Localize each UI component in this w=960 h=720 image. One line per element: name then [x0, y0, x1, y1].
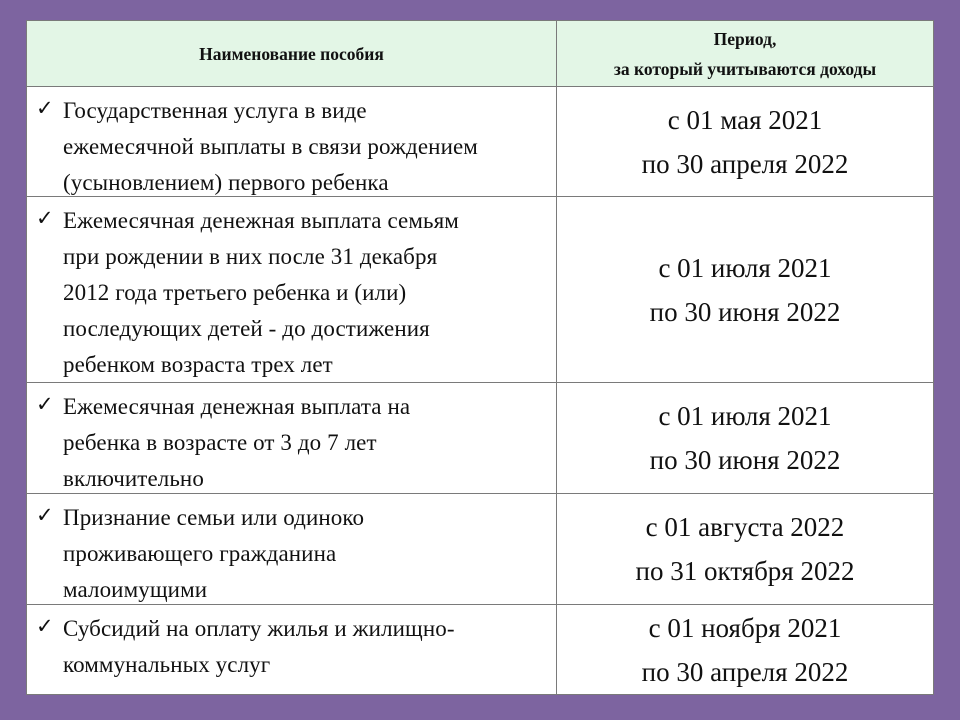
- benefit-name-text: Государственная услуга в виде ежемесячной выплаты в связи рождением (усыновлением) первого ребенка: [63, 98, 478, 195]
- table-row-4-period: [557, 494, 933, 605]
- table-row-1-name: [27, 87, 557, 197]
- header-income-period-line1: Период,: [713, 28, 777, 49]
- table-row-3-period: [557, 383, 933, 494]
- check-mark-icon: ✓: [36, 392, 54, 416]
- check-mark-icon: ✓: [36, 503, 54, 527]
- period-from: с 01 мая 2021: [667, 104, 823, 135]
- period-from: с 01 июля 2021: [658, 401, 832, 431]
- header-benefit-name: [27, 21, 557, 87]
- header-benefit-name-label: Наименование пособия: [199, 43, 384, 64]
- table-row-4-name: [27, 494, 557, 605]
- period-to: по 30 апреля 2022: [641, 148, 849, 179]
- table-row-5-name: [27, 605, 557, 694]
- period-from: с 01 июля 2021: [658, 252, 832, 283]
- period-to: по 30 июня 2022: [649, 296, 841, 327]
- benefit-name-text: Признание семьи или одиноко проживающего гражданина малоимущими: [63, 505, 365, 602]
- period-from: с 01 августа 2022: [645, 512, 845, 542]
- table-row-2-period: [557, 197, 933, 383]
- period-from: с 01 ноября 2021: [648, 613, 842, 643]
- period-to: по 31 октября 2022: [635, 556, 855, 586]
- benefit-name-text: Субсидий на оплату жилья и жилищно- коммунальных услуг: [63, 616, 455, 677]
- benefit-name-text: Ежемесячная денежная выплата на ребенка в возрасте от 3 до 7 лет включительно: [63, 394, 411, 491]
- check-mark-icon: ✓: [36, 96, 54, 120]
- table-row-3-name: [27, 383, 557, 494]
- benefit-name-text: Ежемесячная денежная выплата семьям при рождении в них после 31 декабря 2012 года третьего ребенка и (или) последующих детей - до достижения ребенком возраста трех лет: [63, 208, 459, 377]
- period-to: по 30 июня 2022: [649, 445, 841, 475]
- check-mark-icon: ✓: [36, 614, 54, 638]
- table-row-2-name: [27, 197, 557, 383]
- table-row-1-period: [557, 87, 933, 197]
- period-to: по 30 апреля 2022: [641, 657, 849, 687]
- table-row-5-period: [557, 605, 933, 694]
- check-mark-icon: ✓: [36, 206, 54, 230]
- header-income-period-line2: за который учитываются доходы: [613, 58, 877, 79]
- benefits-table: [26, 20, 934, 695]
- header-income-period: [557, 21, 933, 87]
